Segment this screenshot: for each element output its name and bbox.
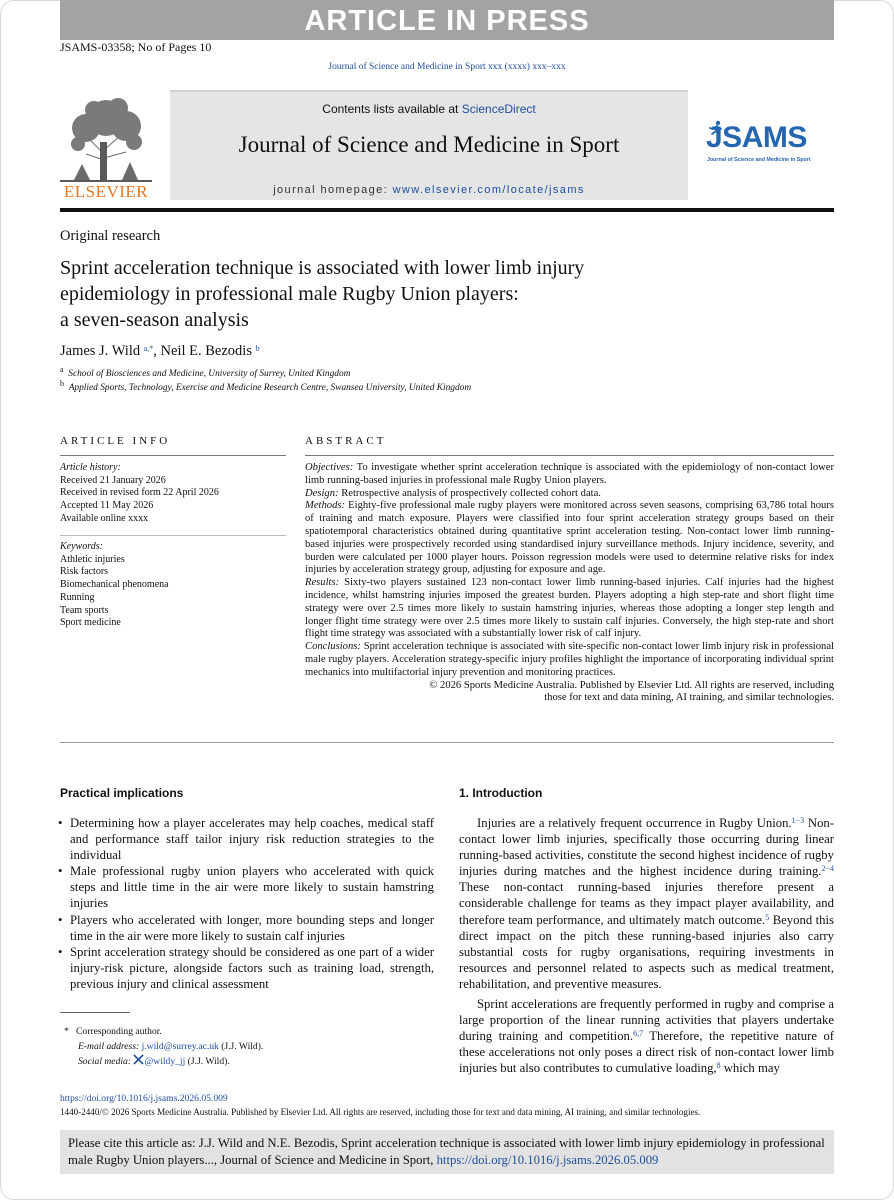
intro-text: Injuries are a relatively frequent occurrence in Rugby Union. — [477, 816, 792, 830]
abstract-label: Objectives: — [305, 462, 354, 473]
author-affiliation-marker[interactable]: b — [255, 344, 260, 353]
homepage-prefix: journal homepage: — [273, 184, 393, 196]
practical-implications-heading: Practical implications — [60, 786, 184, 800]
article-history — [60, 462, 286, 526]
article-title — [60, 255, 834, 333]
intro-text: Beyond this direct impact on the pitch these running-based injuries also carry substantial costs for rugby organisations, requiring investments in resources and personnel related to aspects such as medical treatment, rehabilitation, and preventive measures. — [459, 912, 834, 991]
abstract-copyright: © 2026 Sports Medicine Australia. Published by Elsevier Ltd. All rights are reserved, including those for text and data mining, AI training, and similar technologies. — [429, 679, 834, 704]
footnote-star: * — [64, 1026, 69, 1037]
affiliation-text: Applied Sports, Technology, Exercise and Medicine Research Centre, Swansea University, United Kingdom — [68, 382, 472, 393]
history-item: Available online xxxx — [60, 512, 149, 524]
contents-prefix: Contents lists available at — [322, 102, 462, 116]
doi-link[interactable] — [60, 1093, 228, 1104]
list-item: • Determining how a player accelerates may help coaches, medical staff and performance staff tailor injury risk reduction strategies to the individual — [60, 815, 434, 863]
author-affiliation-marker[interactable]: a,* — [143, 344, 154, 353]
footnote-rule — [60, 1012, 130, 1013]
author-list — [60, 343, 260, 360]
keyword: Team sports — [60, 604, 109, 616]
cite-doi-link[interactable]: https://doi.org/10.1016/j.jsams.2026.05.009 — [436, 1152, 659, 1167]
history-item: Received 21 January 2026 — [60, 474, 166, 486]
article-info-heading: ARTICLE INFO — [60, 435, 171, 447]
intro-text: Therefore, the repetitive nature of these accelerations not only poses a direct risk of non-contact lower limb injuries but also contributes to cumulative loading, — [459, 1029, 835, 1076]
history-item: Received in revised form 22 April 2026 — [60, 487, 219, 499]
keywords — [60, 541, 286, 630]
practical-implications-list — [60, 815, 434, 992]
journal-title: Journal of Science and Medicine in Sport — [238, 132, 620, 157]
keyword: Athletic injuries — [60, 553, 125, 565]
history-item: Accepted 11 May 2026 — [60, 500, 154, 512]
x-logo-icon — [133, 1054, 144, 1065]
affiliation-text: School of Biosciences and Medicine, University of Surrey, United Kingdom — [68, 369, 351, 379]
abstract-text: Eighty-five professional male rugby players were monitored across seven seasons, comprising 63,786 total hours of training and match exposure. Players were classified into four sprint acceleration strategy groups based on their spatiotemporal characteristics obtained during quantitative sprint acceleration testing. Non-contact lower limb running-based injuries were prospectively recorded using standardised injury surveillance methods. Injury incidence, severity, and burden were calculated per 1000 player hours. Poisson regression models were used to determine relative risks for index injuries by acceleration strategy group, adjusting for exposure and age. — [305, 500, 834, 576]
email-suffix: (J.J. Wild). — [218, 1041, 264, 1052]
intro-text: Non-contact lower limb injuries, specifically those occurring during linear running-based activities, constitute the second highest incidence of rugby injuries during matches and the highest incidence during training. — [459, 816, 834, 879]
article-type: Original research — [60, 228, 161, 244]
author-name[interactable]: Neil E. Bezodis — [160, 343, 252, 359]
keyword: Running — [60, 591, 95, 603]
abstract-results — [305, 577, 834, 641]
keywords-rule — [60, 535, 286, 536]
title-line: epidemiology in professional male Rugby Union players: — [60, 283, 519, 305]
title-line: Sprint acceleration technique is associated with lower limb injury — [60, 257, 585, 279]
article-info-rule — [60, 455, 286, 456]
jsams-logo[interactable] — [706, 120, 834, 172]
sciencedirect-link[interactable]: ScienceDirect — [461, 102, 536, 116]
abstract-text: Sprint acceleration technique is associated with site-specific non-contact lower limb injury risk in professional male rugby players. Acceleration strategy-specific injury profiles highlight the importance of incorporating individual sprint mechanics into multifactorial injury prevention and monitoring practices. — [305, 641, 834, 678]
social-handle-link[interactable]: @wildy_jj — [144, 1056, 186, 1067]
article-in-press-banner: ARTICLE IN PRESS — [60, 0, 834, 40]
corresponding-label: Corresponding author. — [76, 1026, 162, 1037]
abstract-body — [305, 462, 834, 705]
list-item: • Male professional rugby union players who accelerated with quick steps and little time in the air were more likely to sustain hamstring injuries — [60, 863, 434, 911]
abstract-label: Results: — [305, 577, 340, 589]
footnote-social — [64, 1054, 263, 1069]
affiliation-marker: b — [60, 378, 64, 388]
list-item: • Sprint acceleration strategy should be considered as one part of a wider injury-risk picture, alongside factors such as training load, strength, previous injury and clinical assessment — [60, 944, 434, 992]
list-item: • Players who accelerated with longer, more bounding steps and longer time in the air were more likely to sustain calf injuries — [60, 912, 434, 944]
citation-ref[interactable]: 8 — [716, 1061, 721, 1071]
abstract-objectives — [305, 462, 834, 488]
abstract-design — [305, 488, 834, 501]
jsams-subtitle: Journal of Science and Medicine in Sport — [707, 157, 811, 163]
abstract-label: Conclusions: — [305, 641, 361, 653]
footnote-line — [64, 1024, 263, 1039]
citation-ref[interactable]: 1−3 — [791, 816, 805, 825]
jsams-abbr: JSAMS — [706, 121, 807, 154]
social-suffix: (J.J. Wild). — [185, 1056, 230, 1067]
introduction-body — [459, 815, 834, 1077]
intro-text: Sprint accelerations are frequently performed in rugby and comprise a large proportion of the linear running activities that players undertake during training and competition. — [459, 997, 834, 1044]
citation-ref[interactable]: 2−4 — [821, 864, 834, 874]
affiliations — [60, 365, 472, 395]
intro-text: which may — [720, 1061, 780, 1076]
social-label: Social media: — [78, 1056, 132, 1067]
doi-link-text[interactable]: https://doi.org/10.1016/j.jsams.2026.05.009 — [60, 1093, 228, 1104]
abstract-methods — [305, 500, 834, 577]
homepage-link[interactable]: www.elsevier.com/locate/jsams — [392, 184, 585, 196]
abstract-rule — [305, 455, 834, 456]
keyword: Sport medicine — [60, 617, 121, 629]
intro-paragraph — [459, 996, 834, 1076]
author-name[interactable]: James J. Wild — [60, 343, 141, 359]
abstract-text: To investigate whether sprint acceleration technique is associated with the epidemiology of non-contact lower limb running-based injuries in professional male Rugby Union players. — [305, 462, 834, 486]
keyword: Risk factors — [60, 566, 109, 578]
keywords-label: Keywords: — [60, 541, 103, 552]
footnote-email — [64, 1039, 263, 1054]
journal-masthead — [170, 90, 688, 200]
abstract-label: Methods: — [305, 500, 346, 512]
citation-ref[interactable]: 6,7 — [633, 1029, 644, 1039]
manuscript-id: JSAMS-03358; No of Pages 10 — [60, 40, 212, 54]
abstract-label: Design: — [305, 487, 339, 499]
introduction-heading: 1. Introduction — [459, 786, 543, 800]
email-label: E-mail address: — [78, 1041, 140, 1052]
masthead-rule — [60, 208, 834, 212]
elsevier-wordmark: ELSEVIER — [63, 182, 149, 201]
keyword: Biomechanical phenomena — [60, 579, 169, 591]
abstract-text: Retrospective analysis of prospectively collected cohort data. — [338, 487, 601, 499]
affiliation — [60, 378, 472, 396]
abstract-heading: ABSTRACT — [305, 435, 387, 447]
intro-paragraph — [459, 815, 834, 992]
intro-text: These non-contact running-based injuries therefore present a considerable challenge for teams as they impact player availability, and therefore team performance, and ultimately match outcome. — [459, 880, 834, 927]
elsevier-tree-icon — [60, 96, 152, 182]
corresponding-author-footnote — [64, 1024, 263, 1069]
title-line: a seven-season analysis — [60, 309, 249, 331]
history-label: Article history: — [60, 462, 121, 473]
cite-text: Please cite this article as: J.J. Wild and N.E. Bezodis, Sprint acceleration technique is associated with lower limb injury epidemiology in professional male Rugby Union players..., Journal of Science and Medicine in Sport, — [68, 1136, 825, 1167]
elsevier-logo[interactable] — [60, 96, 152, 200]
author-separator: , — [153, 343, 161, 359]
affiliation — [60, 365, 471, 382]
contents-line — [170, 102, 688, 116]
abstract-conclusions — [305, 641, 834, 679]
email-link[interactable]: j.wild@surrey.ac.uk — [141, 1041, 219, 1052]
abstract-text: Sixty-two players sustained 123 non-contact lower limb running-based injuries. Calf injuries had the highest incidence, whilst hamstring injuries imposed the greatest burden. Players adopting a high step-rate and short flight time strategy were over 2.5 times more likely to sustain hamstring injuries, whereas those adopting a longer step length and longer flight time strategy were over 2.5 times more likely to sustain calf injuries. Conversely, the high step-rate and short flight time strategy was associated with a substantially lower risk of calf injury. — [305, 577, 834, 640]
affiliation-marker: a — [60, 365, 64, 374]
cite-this-article-box — [60, 1130, 834, 1174]
abstract-bottom-rule — [60, 742, 834, 743]
citation-ref[interactable]: 5 — [765, 912, 770, 922]
issn-line: 1440-2440/© 2026 Sports Medicine Australia. Published by Elsevier Ltd. All rights are reserved, including those for text and data mining, AI training, and similar technologies. — [60, 1107, 701, 1117]
journal-homepage-line — [170, 184, 688, 196]
journal-citation-line[interactable]: Journal of Science and Medicine in Sport xxx (xxxx) xxx–xxx — [328, 62, 566, 72]
